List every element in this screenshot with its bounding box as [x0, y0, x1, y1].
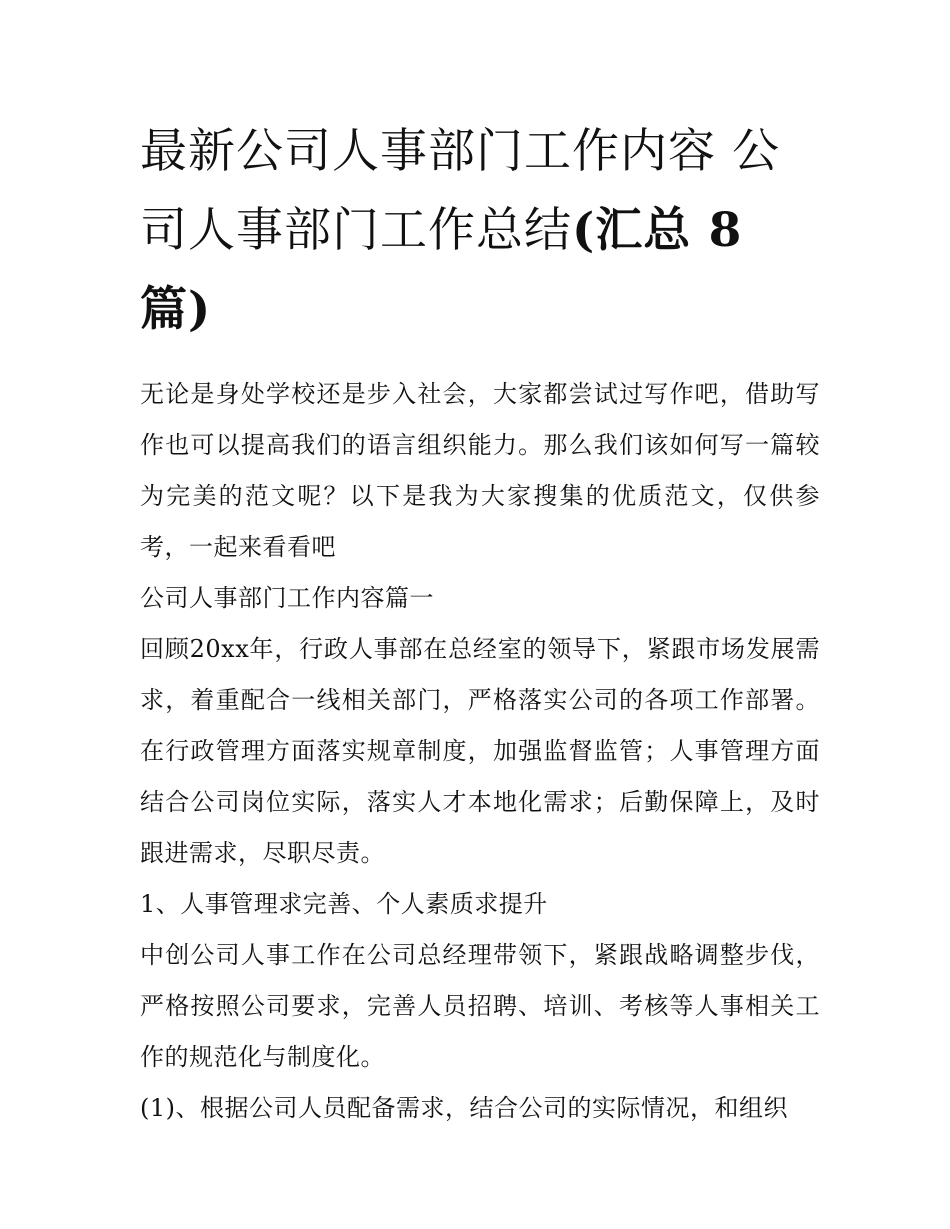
document-title: [140, 112, 820, 349]
document-body: [140, 112, 820, 1134]
title-text: 最新公司人事部门工作内容 公司人事部门工作总结: [140, 124, 780, 258]
intro-paragraph: 无论是身处学校还是步入社会，大家都尝试过写作吧，借助写作也可以提高我们的语言组织能力。那么我们该如何写一篇较为完美的范文呢？以下是我为大家搜集的优质范文，仅供参考，一起来看看吧: [140, 380, 820, 561]
title-summary: (汇总: [572, 203, 709, 258]
subsection-heading: 1、人事管理求完善、个人素质求提升: [140, 890, 548, 918]
body-paragraph: 回顾20xx年，行政人事部在总经室的领导下，紧跟市场发展需求，着重配合一线相关部门，严格落实公司的各项工作部署。在行政管理方面落实规章制度，加强监督监管；人事管理方面结合公司岗位实际，落实人才本地化需求；后勤保障上，及时跟进需求，尽职尽责。: [140, 635, 820, 867]
title-count: 8: [708, 203, 743, 258]
list-item: (1)、根据公司人员配备需求，结合公司的实际情况，和组织: [140, 1094, 788, 1122]
title-suffix: 篇): [140, 282, 212, 337]
body-paragraph: 中创公司人事工作在公司总经理带领下，紧跟战略调整步伐，严格按照公司要求，完善人员招聘、培训、考核等人事相关工作的规范化与制度化。: [140, 941, 820, 1071]
section-heading: 公司人事部门工作内容篇一: [140, 584, 434, 612]
